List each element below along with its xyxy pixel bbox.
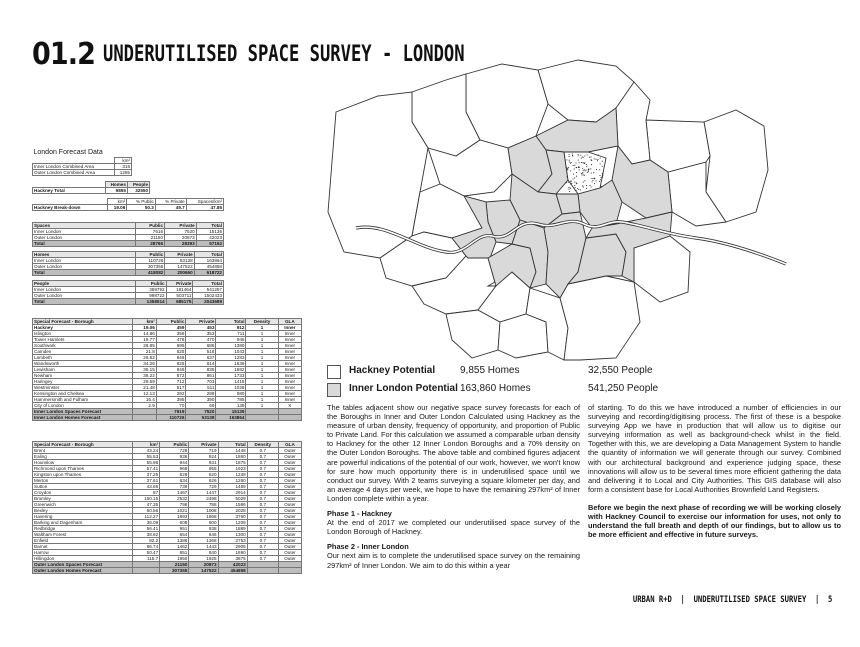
table-row: Southwark 28.85 695 686 1380 1 Inner — [33, 343, 302, 349]
area-label: Outer London Combined Area — [33, 170, 115, 176]
table-row: Hammersmith and Fulham 16.4 395 390 785 1 Inner — [33, 397, 302, 403]
survey-point — [593, 178, 594, 179]
table-total-row: Inner London Spaces Forecast 7619 7520 15139 — [33, 409, 302, 415]
table-row: Redbridge 56.41 951 938 1889 0.7 Outer — [33, 526, 302, 532]
area-label: Inner London Combined Area — [33, 164, 115, 170]
people-summary-table: People Public Private Total Inner London 359792 181464 541257 Outer London 998722 503711 1502433 Total 1358514 685175 2043689 — [34, 281, 222, 304]
survey-point — [591, 160, 592, 161]
phase1-heading: Phase 1 - Hackney — [327, 509, 392, 519]
survey-point — [569, 154, 570, 155]
survey-point — [576, 172, 577, 173]
survey-point — [576, 183, 577, 184]
table-row: Tower Hamlets 19.77 476 470 945 1 Inner — [33, 337, 302, 343]
survey-point — [602, 177, 603, 178]
survey-point — [598, 155, 599, 156]
survey-point — [566, 159, 567, 160]
survey-point — [572, 178, 573, 179]
survey-point — [578, 189, 579, 190]
london-boroughs-map — [316, 52, 840, 362]
survey-point — [599, 175, 600, 176]
table-total-row: Outer London Spaces Forecast 21150 20873 42023 — [33, 562, 302, 568]
survey-point — [586, 169, 587, 170]
survey-point — [588, 168, 589, 169]
footer-divider: | — [810, 595, 824, 605]
survey-point — [584, 175, 585, 176]
survey-point — [582, 168, 583, 169]
survey-point — [602, 161, 603, 162]
inner-london-forecast-table — [32, 318, 302, 421]
hackney-breakdown-table: km² % Public % Private Spaces/km² Hackney Break-down 19.06 50.3 49.7 47.85 — [34, 199, 222, 210]
survey-point — [601, 186, 602, 187]
survey-point — [574, 165, 575, 166]
efficiency-paragraph: of starting. To do this we have introduced a number of efficiencies in our surveying and recording/digitising process. The first of these is a bespoke surveying App we have in production that will allow us to digitise our surveying information as well as background-check whilst in the field. Together with this, we are developing a Data Management System to handle the quantity of information we will generate through our survey. Combined with our architectural background and experience judging space, these innovations will allow us to be several times more efficient gathering the data and delivering it to Local and City Authorities. This GIS database will also form a consistent base for Local Authorities Brownfield Land Registers. — [588, 403, 841, 494]
survey-point — [584, 163, 585, 164]
survey-point — [584, 169, 585, 170]
survey-point — [597, 160, 598, 161]
table-row: Wandsworth 34.26 825 814 1639 1 Inner — [33, 361, 302, 367]
survey-point — [591, 172, 592, 173]
hackney-total-table: Homes People Hackney Total 9855 32550 — [34, 182, 148, 193]
table-row: Merton 37.61 634 626 1260 0.7 Outer — [33, 478, 302, 484]
survey-point — [573, 174, 574, 175]
table-row: Islington 14.86 358 353 711 1 Inner — [33, 331, 302, 337]
survey-point — [566, 167, 567, 168]
footer-page-number: 5 — [827, 595, 832, 605]
survey-point — [582, 162, 583, 163]
forecast-caption: London Forecast Data — [33, 149, 103, 156]
survey-point — [586, 188, 587, 189]
survey-point — [570, 184, 571, 185]
page-title: UNDERUTILISED SPACE SURVEY - LONDON — [103, 42, 465, 67]
survey-point — [583, 187, 584, 188]
survey-point — [569, 191, 570, 192]
table-row: Ealing 55.53 936 924 1860 0.7 Outer — [33, 454, 302, 460]
survey-point — [574, 168, 575, 169]
survey-point — [595, 180, 596, 181]
phase1-paragraph: At the end of 2017 we completed our underutilised space survey of the London Borough of Hackney. — [327, 518, 580, 537]
survey-point — [595, 188, 596, 189]
survey-point — [590, 185, 591, 186]
survey-point — [600, 177, 601, 178]
survey-point — [580, 155, 581, 156]
table-row: Barnet 86.74 1462 1443 2905 0.7 Outer — [33, 544, 302, 550]
survey-point — [600, 163, 601, 164]
footer-section: UNDERUTILISED SPACE SURVEY — [693, 595, 806, 605]
survey-point — [572, 155, 573, 156]
survey-point — [576, 167, 577, 168]
table-row: Havering 112.27 1893 1868 3760 0.7 Outer — [33, 514, 302, 520]
page-footer — [633, 595, 832, 605]
survey-point — [592, 180, 593, 181]
footer-brand: URBAN R+D — [632, 595, 672, 605]
table-header-row: Special Forecast - Borough km² Public Private Total Density GLA — [33, 319, 302, 325]
survey-point — [571, 162, 572, 163]
footer-divider: | — [675, 595, 689, 605]
outer-london-forecast-table — [32, 441, 302, 574]
survey-point — [584, 180, 585, 181]
legend-swatch-hackney — [327, 365, 341, 379]
survey-point — [567, 176, 568, 177]
legend-swatch-inner-london — [327, 383, 341, 397]
legend-homes-inner-london: 163,860 Homes — [460, 383, 531, 394]
table-row: Harrow 50.47 851 840 1690 0.7 Outer — [33, 550, 302, 556]
survey-point — [590, 156, 591, 157]
survey-point — [582, 172, 583, 173]
survey-point — [574, 182, 575, 183]
table-row: Brent 43.24 729 719 1448 0.7 Outer — [33, 448, 302, 454]
survey-point — [602, 166, 603, 167]
survey-point — [583, 174, 584, 175]
survey-point — [578, 160, 579, 161]
phase2-paragraph: Our next aim is to complete the underutilised space survey on the remaining 297km² of Inner London. We aim to do this within a year — [327, 551, 580, 570]
area-unit: km² — [115, 158, 132, 164]
survey-point — [579, 162, 580, 163]
survey-point — [591, 164, 592, 165]
table-row: Bexley 60.56 1021 1008 2028 0.7 Outer — [33, 508, 302, 514]
spaces-summary-table: Spaces Public Private Total Inner London 7616 7520 15136 Outer London 21150 20873 42023 Total 28766 28393 57162 — [34, 223, 222, 246]
survey-point — [586, 166, 587, 167]
survey-point — [576, 176, 577, 177]
table-row: Newham 36.22 872 861 1733 1 Inner — [33, 373, 302, 379]
survey-point — [581, 158, 582, 159]
borough-bromley — [560, 276, 640, 360]
survey-point — [595, 159, 596, 160]
legend-people-hackney: 32,550 People — [588, 365, 653, 376]
survey-point — [599, 169, 600, 170]
survey-point — [578, 166, 579, 167]
survey-point — [589, 157, 590, 158]
section-number: 01.2 — [32, 37, 96, 72]
survey-point — [570, 170, 571, 171]
legend-homes-hackney: 9,855 Homes — [460, 365, 520, 376]
survey-point — [602, 173, 603, 174]
survey-point — [587, 154, 588, 155]
survey-point — [584, 155, 585, 156]
survey-point — [594, 178, 595, 179]
survey-point — [568, 189, 569, 190]
table-total-row: Outer London Homes Forecast 307355 147522 454858 — [33, 568, 302, 574]
survey-point — [602, 175, 603, 176]
survey-point — [590, 168, 591, 169]
table-row: Bromley 150.15 2532 2498 5029 0.7 Outer — [33, 496, 302, 502]
table-row: Kensington and Chelsea 12.13 292 288 580 1 Inner — [33, 391, 302, 397]
table-row: Lambeth 26.82 646 637 1283 1 Inner — [33, 355, 302, 361]
borough-barnet — [466, 64, 548, 148]
table-row: Sutton 43.85 739 729 1469 0.7 Outer — [33, 484, 302, 490]
legend-label-hackney: Hackney Potential — [349, 365, 436, 376]
homes-summary-table: Homes Public Private Total Inner London 110726 53138 163864 Outer London 307355 147522 454858 Total 418082 200660 618722 — [34, 252, 222, 275]
survey-point — [586, 185, 587, 186]
survey-point — [600, 179, 601, 180]
survey-point — [583, 182, 584, 183]
survey-point — [576, 190, 577, 191]
survey-point — [597, 159, 598, 160]
survey-point — [571, 183, 572, 184]
table-total-row: Inner London Homes Forecast 110726 53138 163864 — [33, 415, 302, 421]
borough-sutton — [498, 314, 548, 358]
survey-point — [591, 178, 592, 179]
survey-point — [569, 161, 570, 162]
forecast-data-table: London Forecast Data km² Inner London Combined Area 316 Outer London Combined Area 1255 — [33, 149, 130, 175]
survey-point — [582, 185, 583, 186]
survey-point — [587, 172, 588, 173]
table-row: Camden 21.8 525 518 1043 1 Inner — [33, 349, 302, 355]
table-row: City of London 2.9 70 69 139 1 X — [33, 403, 302, 409]
survey-point — [586, 164, 587, 165]
survey-point — [566, 182, 567, 183]
table-row: Westminster 21.48 517 511 1028 1 Inner — [33, 385, 302, 391]
survey-point — [574, 177, 575, 178]
survey-point — [569, 156, 570, 157]
legend-label-inner-london: Inner London Potential — [349, 383, 458, 394]
survey-point — [577, 188, 578, 189]
survey-point — [578, 154, 579, 155]
survey-point — [582, 156, 583, 157]
next-phase-paragraph: Before we begin the next phase of recording we will be working closely with Hackney Council to exercise our information for uses, not only to understand the full breath and depth of our findings, but to allow us to be more efficient and effective in future surveys. — [588, 502, 841, 540]
borough-bexley — [634, 236, 690, 302]
phase2-heading: Phase 2 - Inner London — [327, 542, 409, 552]
legend-people-inner-london: 541,250 People — [588, 383, 659, 394]
survey-point — [570, 180, 571, 181]
survey-point — [573, 165, 574, 166]
survey-point — [588, 170, 589, 171]
survey-point — [594, 158, 595, 159]
table-row: Lewisham 35.15 846 835 1682 1 Inner — [33, 367, 302, 373]
table-row: Hackney 19.06 459 453 912 1 Inner — [33, 325, 302, 331]
survey-point — [600, 157, 601, 158]
table-row: Hounslow 55.98 944 931 1875 0.7 Outer — [33, 460, 302, 466]
survey-point — [599, 181, 600, 182]
survey-point — [567, 168, 568, 169]
survey-point — [570, 163, 571, 164]
table-row: Hillingdon 115.7 1950 1925 3875 0.7 Outer — [33, 556, 302, 562]
table-header-row: Special Forecast - Borough km² Public Private Total Density GLA — [33, 442, 302, 448]
survey-point — [596, 169, 597, 170]
survey-point — [568, 187, 569, 188]
table-row: Kingston upon Thames 37.25 628 620 1248 0.7 Outer — [33, 472, 302, 478]
intro-paragraph: The tables adjacent show our negative space survey forecasts for each of the Boroughs in Inner and Outer London Calculated using Hackney as the measure of urban density, frequency of opportunity, and proportion of Public to Private Land. For this calculation we assumed a comparable urban density to Hackney for the other 12 Inner London Boroughs and a 70% density on the Outer London Boroughs. The above table and combined figures adjacent are powerful indications of the potential of our work, however, we won't know for sure how much opportunity there is in underutilised space until we conduct our survey. With 2 teams surveying a square kilometer per day, and an average 4 days per week, we hope to have the remaining 297km² of Inner London complete within a year. — [327, 403, 580, 503]
table-row: Croydon 87 1467 1447 2914 0.7 Outer — [33, 490, 302, 496]
table-row: Waltham Forest 38.82 654 646 1300 0.7 Outer — [33, 532, 302, 538]
survey-point — [570, 188, 571, 189]
body-column-right — [588, 403, 841, 539]
table-row: Richmond upon Thames 57.41 968 955 1923 0.7 Outer — [33, 466, 302, 472]
table-row: Greenwich 47.35 798 788 1586 0.7 Outer — [33, 502, 302, 508]
survey-point — [583, 170, 584, 171]
survey-point — [591, 186, 592, 187]
survey-point — [575, 162, 576, 163]
survey-point — [568, 182, 569, 183]
table-row: Haringey 29.59 712 703 1415 1 Inner — [33, 379, 302, 385]
table-row: Barking and Dagenham 36.09 608 600 1209 0.7 Outer — [33, 520, 302, 526]
survey-point — [574, 185, 575, 186]
survey-point — [569, 160, 570, 161]
table-row: Enfield 82.2 1386 1368 2753 0.7 Outer — [33, 538, 302, 544]
survey-point — [593, 172, 594, 173]
survey-point — [581, 174, 582, 175]
survey-point — [581, 162, 582, 163]
survey-point — [592, 181, 593, 182]
body-column-left — [327, 403, 580, 570]
survey-point — [580, 189, 581, 190]
survey-point — [575, 187, 576, 188]
survey-point — [579, 169, 580, 170]
survey-point — [594, 183, 595, 184]
survey-point — [585, 170, 586, 171]
survey-point — [588, 171, 589, 172]
survey-point — [581, 173, 582, 174]
survey-point — [572, 153, 573, 154]
